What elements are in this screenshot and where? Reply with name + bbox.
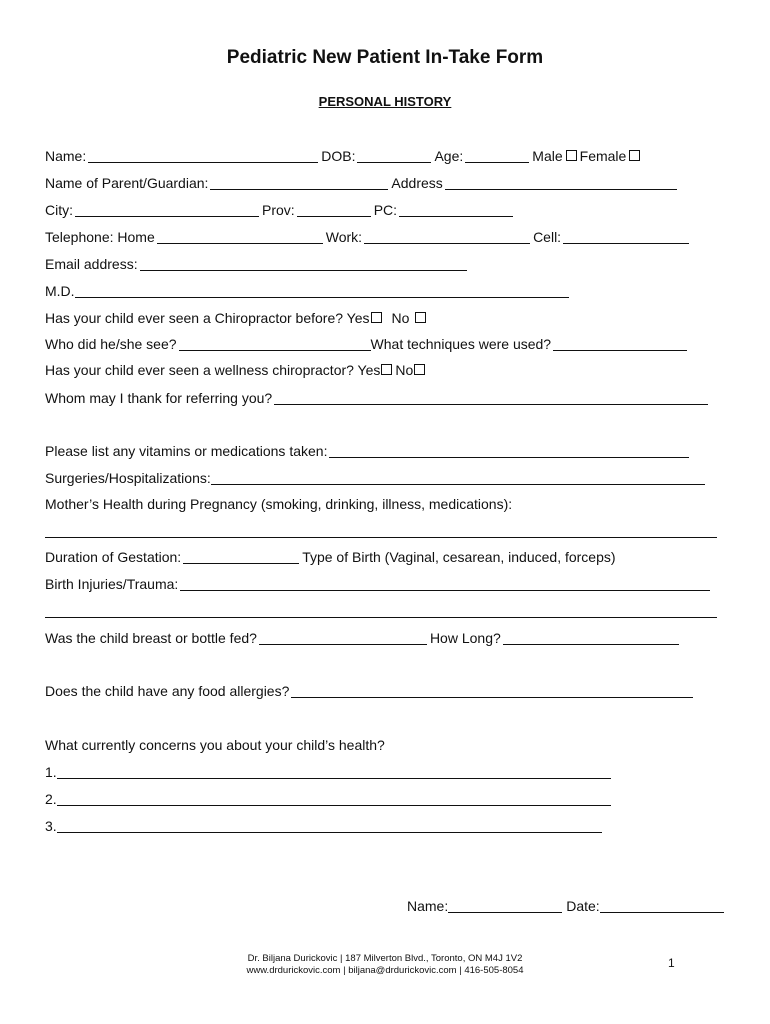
city-field[interactable] — [75, 202, 259, 217]
parent-field[interactable] — [210, 175, 388, 190]
mother-health-label: Mother’s Health during Pregnancy (smoking, drinking, illness, medications): — [45, 496, 513, 512]
row-name — [45, 146, 643, 164]
row-email — [45, 254, 470, 272]
section-heading: PERSONAL HISTORY — [318, 94, 452, 109]
row-wellness — [45, 360, 428, 378]
vitamins-label: Please list any vitamins or medications taken: — [45, 443, 328, 459]
chiro-question: Has your child ever seen a Chiropractor before? Yes — [45, 310, 370, 326]
concern-1-field[interactable] — [57, 764, 611, 779]
row-vitamins — [45, 441, 692, 459]
injuries-label: Birth Injuries/Trauma: — [45, 576, 179, 592]
chiro-no-label: No — [391, 310, 410, 326]
male-label: Male — [532, 148, 563, 164]
vitamins-field[interactable] — [329, 443, 689, 458]
md-label: M.D. — [45, 283, 75, 299]
feeding-field[interactable] — [259, 630, 427, 645]
surgeries-label: Surgeries/Hospitalizations: — [45, 470, 211, 486]
concern-3-field[interactable] — [57, 818, 602, 833]
address-label: Address — [391, 175, 443, 191]
concern-3-label: 3. — [45, 818, 57, 834]
row-who — [45, 334, 690, 352]
pc-field[interactable] — [399, 202, 513, 217]
concerns-label: What currently concerns you about your child’s health? — [45, 737, 385, 753]
female-checkbox[interactable] — [629, 150, 640, 161]
row-signature — [407, 896, 727, 914]
injuries-field[interactable] — [180, 576, 710, 591]
wellness-question: Has your child ever seen a wellness chiropractor? Yes — [45, 362, 381, 378]
allergies-field[interactable] — [291, 683, 693, 698]
row-chiro — [45, 308, 429, 326]
sig-name-field[interactable] — [448, 898, 562, 913]
sig-date-label: Date: — [566, 898, 600, 914]
concern-1-label: 1. — [45, 764, 57, 780]
row-city — [45, 200, 516, 218]
gestation-field[interactable] — [183, 549, 299, 564]
city-label: City: — [45, 202, 73, 218]
name-field[interactable] — [88, 148, 318, 163]
gestation-label: Duration of Gestation: — [45, 549, 182, 565]
techniques-label: What techniques were used? — [370, 336, 552, 352]
name-label: Name: — [45, 148, 87, 164]
referral-field[interactable] — [274, 390, 708, 405]
age-field[interactable] — [465, 148, 529, 163]
concern-2-label: 2. — [45, 791, 57, 807]
row-concerns — [45, 735, 387, 753]
footer — [0, 953, 770, 977]
how-long-field[interactable] — [503, 630, 679, 645]
age-label: Age: — [434, 148, 464, 164]
prov-label: Prov: — [262, 202, 295, 218]
address-field[interactable] — [445, 175, 677, 190]
row-concern-3 — [45, 816, 605, 834]
row-concern-2 — [45, 789, 614, 807]
row-parent — [45, 173, 680, 191]
mother-health-field[interactable] — [45, 537, 717, 538]
wellness-no-checkbox[interactable] — [414, 364, 425, 375]
feeding-label: Was the child breast or bottle fed? — [45, 630, 257, 646]
row-gestation — [45, 547, 618, 565]
wellness-yes-checkbox[interactable] — [381, 364, 392, 375]
row-allergies — [45, 681, 696, 699]
row-telephone — [45, 227, 692, 245]
row-mother-health — [45, 494, 514, 512]
tel-home-label: Telephone: Home — [45, 229, 155, 245]
concern-2-field[interactable] — [57, 791, 611, 806]
sig-date-field[interactable] — [600, 898, 724, 913]
work-field[interactable] — [364, 229, 530, 244]
chiro-no-checkbox[interactable] — [415, 312, 426, 323]
dob-label: DOB: — [321, 148, 356, 164]
tel-home-field[interactable] — [157, 229, 323, 244]
row-feeding — [45, 628, 682, 646]
md-field[interactable] — [75, 283, 569, 298]
birth-type-label: Type of Birth (Vaginal, cesarean, induced, forceps) — [302, 549, 616, 565]
male-checkbox[interactable] — [566, 150, 577, 161]
techniques-field[interactable] — [553, 336, 687, 351]
email-label: Email address: — [45, 256, 138, 272]
chiro-yes-checkbox[interactable] — [371, 312, 382, 323]
dob-field[interactable] — [357, 148, 431, 163]
form-title: Pediatric New Patient In-Take Form — [226, 47, 544, 68]
sig-name-label: Name: — [407, 898, 449, 914]
who-label: Who did he/she see? — [45, 336, 177, 352]
row-surgeries — [45, 468, 708, 486]
footer-contact: www.drdurickovic.com | biljana@drdurickovic.com | 416-505-8054 — [246, 965, 524, 976]
row-concern-1 — [45, 762, 614, 780]
row-injuries — [45, 574, 713, 592]
wellness-no-label: No — [395, 362, 414, 378]
row-md — [45, 281, 572, 299]
cell-label: Cell: — [533, 229, 562, 245]
email-field[interactable] — [140, 256, 467, 271]
referral-label: Whom may I thank for referring you? — [45, 390, 273, 406]
page-number: 1 — [668, 956, 675, 970]
footer-address: Dr. Biljana Durickovic | 187 Milverton Blvd., Toronto, ON M4J 1V2 — [247, 953, 523, 964]
injuries-field-extra[interactable] — [45, 617, 717, 618]
female-label: Female — [579, 148, 627, 164]
allergies-label: Does the child have any food allergies? — [45, 683, 290, 699]
who-field[interactable] — [179, 336, 371, 351]
row-referral — [45, 388, 711, 406]
pc-label: PC: — [373, 202, 398, 218]
prov-field[interactable] — [297, 202, 371, 217]
how-long-label: How Long? — [429, 630, 501, 646]
parent-label: Name of Parent/Guardian: — [45, 175, 209, 191]
work-label: Work: — [325, 229, 363, 245]
cell-field[interactable] — [563, 229, 689, 244]
surgeries-field[interactable] — [211, 470, 705, 485]
